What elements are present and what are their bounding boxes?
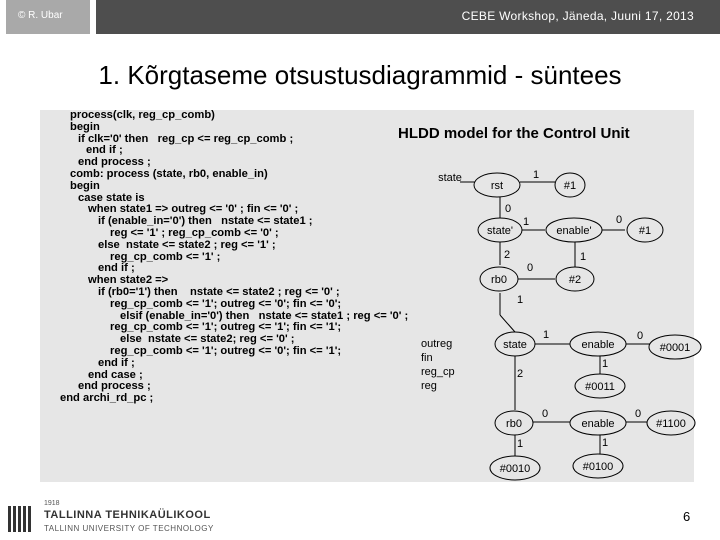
label-t0001: #0001 [659,342,691,354]
edge-label: 2 [503,249,511,261]
edge-label: 0 [541,408,549,420]
code-line: if clk='0' then reg_cp <= reg_cp_comb ; [78,132,294,145]
output-fin: fin [421,352,433,364]
code-line: end if ; [98,356,135,369]
author-label: © R. Ubar [18,10,63,21]
code-line: if (enable_in='0') then nstate <= state1 ; [98,215,313,228]
logo-name: TALLINNA TEHNIKAÜLIKOOL [44,509,211,521]
diagram-title: HLDD model for the Control Unit [398,125,630,142]
diagram-nodes [474,173,701,480]
logo-subtitle: TALLINN UNIVERSITY OF TECHNOLOGY [44,524,214,533]
edge-label: 0 [526,262,534,274]
code-line: begin [70,120,100,133]
label-rst: rst [490,180,504,192]
output-reg: reg [421,380,437,392]
code-line: begin [70,179,100,192]
code-line: end if ; [98,262,135,275]
code-line: elsif (enable_in='0') then nstate <= state1 ; reg <= '0' ; [120,309,409,322]
label-top-state: state [438,172,462,184]
edge-rb0-stateb [500,315,515,332]
code-line: reg_cp_comb <= '1'; outreg <= '0'; fin <= '1'; [110,344,342,357]
edge-label: 0 [504,203,512,215]
code-line: if (rb0='1') then nstate <= state2 ; reg <= '0' ; [98,285,340,298]
page-number: 6 [683,509,691,524]
edge-label: 1 [601,437,609,449]
label-enable-b2: enable [581,418,615,430]
diagram-edge-labels [504,169,643,450]
output-signal-list [421,337,455,393]
label-enable-b1: enable [581,339,615,351]
code-line: end case ; [88,368,143,381]
edge-label: 1 [516,438,524,450]
code-line: reg_cp_comb <= '1'; outreg <= '0'; fin <= '0'; [110,297,342,310]
edge-label: 2 [516,368,524,380]
edge-label: 1 [579,251,587,263]
label-t1b: #1 [638,225,652,237]
code-line: reg_cp_comb <= '1'; outreg <= '1'; fin <= '1'; [110,321,342,334]
edge-label: 1 [532,169,540,181]
label-t0100: #0100 [582,461,614,473]
code-line: reg <= '1' ; reg_cp_comb <= '0' ; [110,226,279,239]
code-line: else nstate <= state2 ; reg <= '1' ; [98,238,276,251]
label-t2: #2 [568,274,582,286]
edge-label: 0 [636,330,644,342]
code-line: end if ; [86,144,123,157]
label-rb0-b: rb0 [506,418,522,430]
edge-label: 1 [516,294,524,306]
label-t0010: #0010 [499,463,531,475]
label-enable-p: enable' [556,225,592,237]
edge-label: 1 [542,329,550,341]
code-line: case state is [78,191,145,204]
code-line: end process ; [78,380,151,393]
label-rb0-a: rb0 [491,274,507,286]
label-state-p: state' [487,225,513,237]
edge-label: 0 [634,408,642,420]
logo-mark-icon [8,506,33,537]
logo-year: 1918 [44,500,60,507]
university-logo [8,500,218,536]
output-reg-cp: reg_cp [421,366,455,378]
code-line: end process ; [78,156,151,169]
output-outreg: outreg [421,338,453,350]
code-line: when state2 => [88,274,169,287]
code-line: when state1 => outreg <= '0' ; fin <= '0' ; [88,203,299,216]
code-line: else nstate <= state2; reg <= '0' ; [120,333,295,346]
edge-label: 1 [522,216,530,228]
edge-label: 0 [615,214,623,226]
label-t1100: #1100 [656,418,686,430]
code-line: comb: process (state, rb0, enable_in) [70,167,268,180]
code-line: reg_cp_comb <= '1' ; [110,250,221,263]
code-line: process(clk, reg_cp_comb) [70,109,215,121]
slide-title: 1. Kõrgtaseme otsustusdiagrammid - süntees [98,60,622,90]
conference-label: CEBE Workshop, Jäneda, Juuni 17, 2013 [461,9,694,23]
label-state-b: state [503,339,527,351]
edge-label: 1 [601,358,609,370]
label-t0011: #0011 [585,381,615,393]
code-line: end archi_rd_pc ; [60,392,154,405]
label-t1: #1 [563,180,577,192]
